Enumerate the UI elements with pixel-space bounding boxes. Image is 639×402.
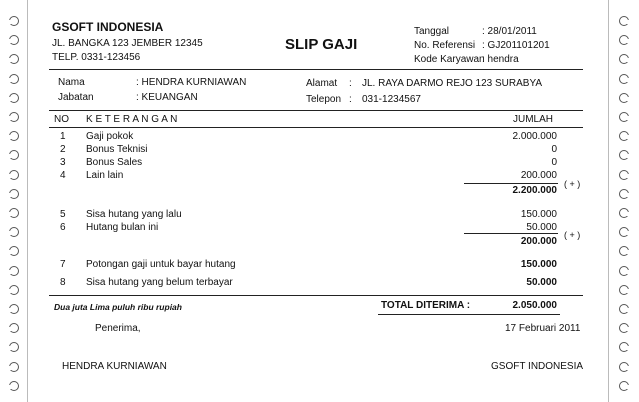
item-description: Gaji pokok: [86, 131, 134, 142]
company-address: JL. BANGKA 123 JEMBER 12345: [52, 38, 203, 49]
total-received-value: 2.050.000: [512, 300, 557, 311]
position-value: : KEUANGAN: [136, 92, 198, 103]
plus-marker: ( + ): [564, 179, 581, 189]
feed-hole: [619, 189, 629, 199]
item-no: 8: [60, 277, 66, 288]
feed-hole: [9, 227, 19, 237]
item-description: Potongan gaji untuk bayar hutang: [86, 259, 236, 270]
feed-hole: [619, 170, 629, 180]
feed-hole: [9, 131, 19, 141]
reference-label: No. Referensi: [414, 40, 476, 51]
header-divider: [49, 69, 583, 70]
item-description: Lain lain: [86, 170, 124, 181]
feed-hole: [9, 381, 19, 391]
table-bottom-border: [49, 295, 583, 296]
feed-hole: [9, 170, 19, 180]
feed-hole: [619, 74, 629, 84]
feed-hole: [619, 131, 629, 141]
column-header-no: NO: [54, 114, 69, 125]
item-amount: 0: [551, 157, 557, 168]
feed-hole: [9, 35, 19, 45]
date-value: : 28/01/2011: [482, 26, 537, 37]
item-description: Sisa hutang yang belum terbayar: [86, 277, 233, 288]
right-perforation: [608, 0, 609, 402]
address-colon: :: [349, 78, 352, 89]
item-no: 2: [60, 144, 66, 155]
feed-hole: [9, 54, 19, 64]
company-name: GSOFT INDONESIA: [52, 20, 164, 34]
subtotal-line: [464, 183, 558, 184]
plus-marker: ( + ): [564, 230, 581, 240]
item-no: 3: [60, 157, 66, 168]
feed-hole: [619, 381, 629, 391]
feed-hole: [9, 304, 19, 314]
left-perforation: [27, 0, 28, 402]
feed-hole: [9, 246, 19, 256]
total-underline: [378, 314, 560, 315]
item-amount: 50.000: [526, 222, 557, 233]
document-title: SLIP GAJI: [285, 36, 358, 53]
amount-in-words: Dua juta Lima puluh ribu rupiah: [54, 302, 182, 312]
feed-hole: [619, 342, 629, 352]
feed-hole: [9, 93, 19, 103]
feed-hole: [619, 285, 629, 295]
feed-hole: [619, 150, 629, 160]
debt-subtotal: 200.000: [520, 236, 557, 247]
feed-hole: [619, 93, 629, 103]
phone-colon: :: [349, 94, 352, 105]
feed-hole: [619, 112, 629, 122]
position-label: Jabatan: [58, 92, 94, 103]
feed-hole: [9, 150, 19, 160]
item-description: Bonus Sales: [86, 157, 143, 168]
receiver-label: Penerima,: [95, 323, 141, 334]
feed-hole: [9, 16, 19, 26]
item-description: Sisa hutang yang lalu: [86, 209, 182, 220]
feed-hole: [9, 323, 19, 333]
feed-hole: [9, 189, 19, 199]
item-amount: 2.000.000: [512, 131, 557, 142]
item-no: 5: [60, 209, 66, 220]
date-label: Tanggal: [414, 26, 450, 37]
item-no: 4: [60, 170, 66, 181]
feed-hole: [9, 266, 19, 276]
company-phone: TELP. 0331-123456: [52, 52, 141, 63]
reference-value: : GJ201101201: [482, 40, 550, 51]
feed-hole: [619, 227, 629, 237]
feed-hole: [619, 362, 629, 372]
feed-hole: [9, 285, 19, 295]
feed-hole: [9, 208, 19, 218]
signing-date: 17 Februari 2011: [505, 323, 581, 334]
table-header-border: [49, 127, 583, 128]
feed-hole: [619, 304, 629, 314]
item-amount: 150.000: [520, 209, 557, 220]
name-label: Nama: [58, 77, 85, 88]
feed-hole: [619, 35, 629, 45]
item-amount: 200.000: [520, 170, 557, 181]
subtotal-line: [464, 233, 558, 234]
item-no: 7: [60, 259, 66, 270]
table-top-border: [49, 110, 583, 111]
item-description: Hutang bulan ini: [86, 222, 159, 233]
receiver-name: HENDRA KURNIAWAN: [62, 361, 167, 372]
item-amount: 0: [551, 144, 557, 155]
column-header-description: K E T E R A N G A N: [86, 114, 178, 125]
column-header-amount: JUMLAH: [513, 114, 554, 125]
feed-hole: [9, 112, 19, 122]
item-description: Bonus Teknisi: [86, 144, 148, 155]
income-subtotal: 2.200.000: [512, 185, 557, 196]
feed-hole: [619, 208, 629, 218]
feed-hole: [619, 16, 629, 26]
employee-code-value: : hendra: [482, 54, 519, 65]
feed-hole: [619, 54, 629, 64]
feed-hole: [619, 246, 629, 256]
employee-code-label: Kode Karyawan: [414, 54, 485, 65]
item-amount: 50.000: [526, 277, 557, 288]
name-value: : HENDRA KURNIAWAN: [136, 77, 247, 88]
address-label: Alamat: [306, 78, 338, 89]
phone-value: 031-1234567: [362, 94, 421, 105]
feed-hole: [619, 323, 629, 333]
feed-hole: [9, 342, 19, 352]
phone-label: Telepon: [306, 94, 342, 105]
company-signature: GSOFT INDONESIA: [491, 361, 584, 372]
feed-hole: [9, 362, 19, 372]
item-no: 1: [60, 131, 66, 142]
item-amount: 150.000: [520, 259, 557, 270]
feed-hole: [619, 266, 629, 276]
total-received-label: TOTAL DITERIMA :: [381, 300, 471, 311]
address-value: JL. RAYA DARMO REJO 123 SURABYA: [362, 78, 543, 89]
feed-hole: [9, 74, 19, 84]
item-no: 6: [60, 222, 66, 233]
